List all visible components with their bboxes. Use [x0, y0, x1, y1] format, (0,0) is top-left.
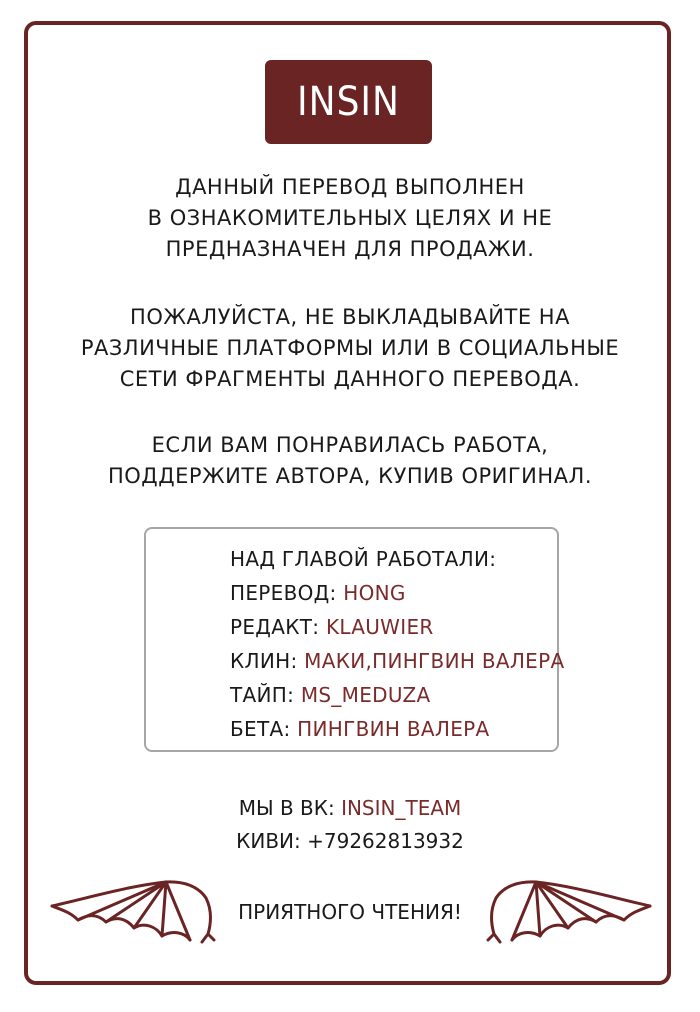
credit-role: КЛИН:: [230, 649, 298, 673]
support-paragraph: [0, 430, 700, 492]
credit-name: MS_MEDUZA: [300, 683, 431, 707]
bat-wing-right-icon: [486, 876, 654, 946]
credit-role: РЕДАКТ:: [230, 615, 320, 639]
credit-row: [230, 678, 564, 712]
credit-row: [230, 712, 564, 746]
disclaimer-paragraph: [0, 172, 700, 265]
text-line: РАЗЛИЧНЫЕ ПЛАТФОРМЫ ИЛИ В СОЦИАЛЬНЫЕ: [80, 336, 620, 360]
qiwi-label: КИВИ:: [236, 829, 301, 853]
text-line: ПОЖАЛУЙСТА, НЕ ВЫКЛАДЫВАЙТЕ НА: [130, 305, 570, 329]
request-paragraph: [0, 302, 700, 395]
contacts: [0, 792, 700, 858]
text-line: СЕТИ ФРАГМЕНТЫ ДАННОГО ПЕРЕВОДА.: [119, 367, 581, 391]
qiwi-line: [0, 825, 700, 858]
credit-role: ПЕРЕВОД:: [230, 581, 337, 605]
vk-line: [0, 792, 700, 825]
credit-row: [230, 644, 564, 678]
text-line: ПОДДЕРЖИТЕ АВТОРА, КУПИВ ОРИГИНАЛ.: [107, 464, 592, 488]
credit-role: ТАЙП:: [230, 683, 295, 707]
text-line: В ОЗНАКОМИТЕЛЬНЫХ ЦЕЛЯХ И НЕ: [147, 206, 553, 230]
text-line: ЕСЛИ ВАМ ПОНРАВИЛАСЬ РАБОТА,: [151, 433, 549, 457]
qiwi-number: +79262813932: [307, 829, 464, 853]
credit-name: ПИНГВИН ВАЛЕРА: [297, 717, 490, 741]
text-line: ДАННЫЙ ПЕРЕВОД ВЫПОЛНЕН: [175, 175, 525, 199]
insin-logo: [265, 60, 432, 144]
footer-message: ПРИЯТНОГО ЧТЕНИЯ!: [238, 900, 462, 924]
text-line: ПРЕДНАЗНАЧЕН ДЛЯ ПРОДАЖИ.: [165, 237, 535, 261]
logo-text: INSIN: [297, 79, 400, 125]
credits-heading: НАД ГЛАВОЙ РАБОТАЛИ:: [230, 547, 497, 571]
vk-label: МЫ В ВК:: [238, 796, 335, 820]
credit-role: БЕТА:: [230, 717, 291, 741]
credit-name: KLAUWIER: [325, 615, 434, 639]
credits-list: [230, 542, 564, 746]
credit-name: HONG: [343, 581, 406, 605]
vk-link[interactable]: INSIN_TEAM: [341, 796, 462, 820]
credit-row: [230, 576, 564, 610]
credit-name: МАКИ,ПИНГВИН ВАЛЕРА: [304, 649, 565, 673]
credit-row: [230, 610, 564, 644]
